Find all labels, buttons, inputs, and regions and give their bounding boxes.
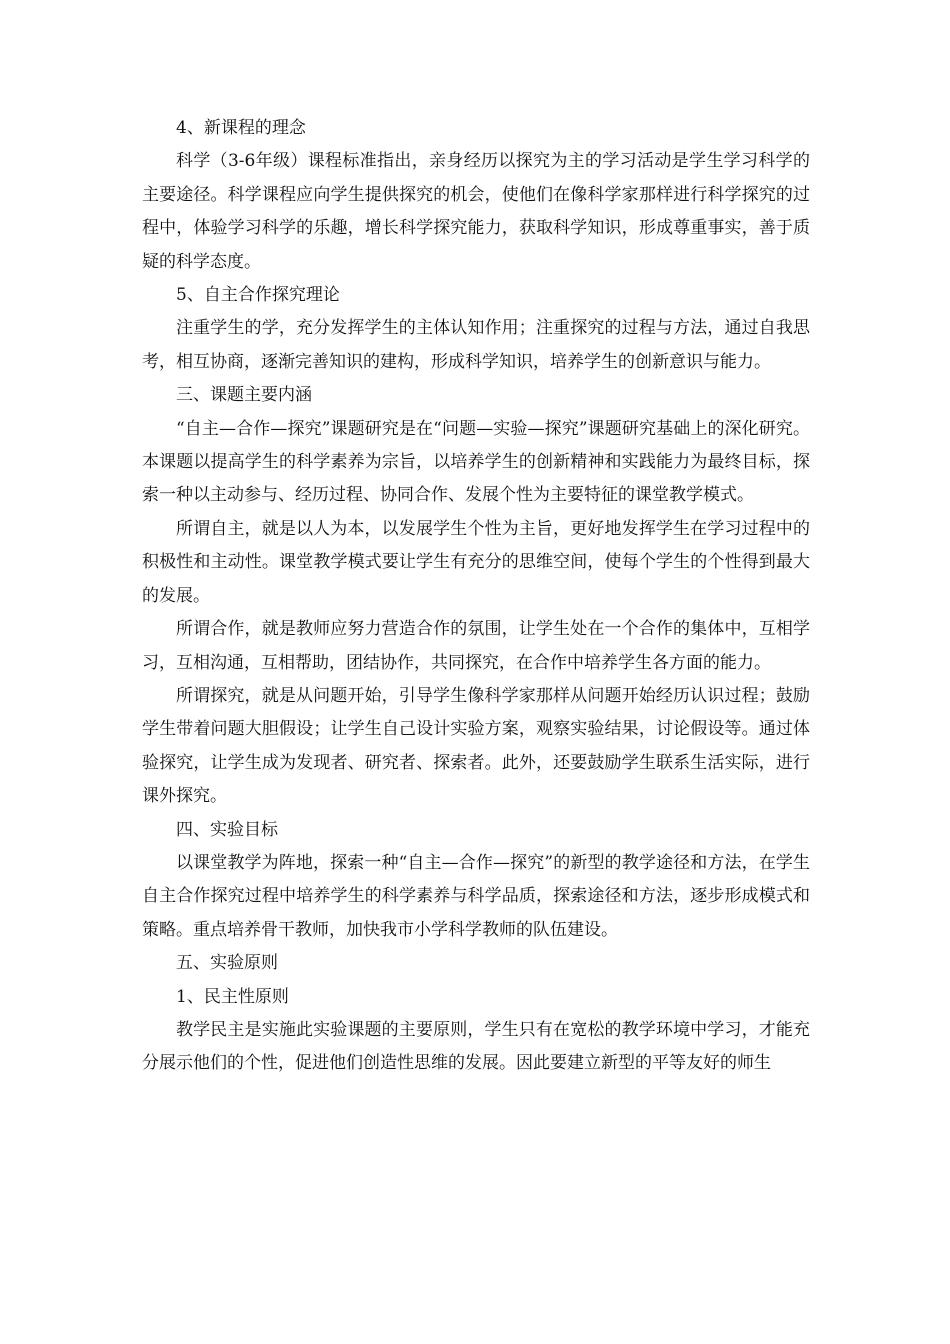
section-heading: 五、实验原则 — [176, 953, 278, 974]
paragraph: 科学（3-6年级）课程标准指出，亲身经历以探究为主的学习活动是学生学习科学的主要途径。科学课程应向学生提供探究的机会，使他们在像科学家那样进行科学探究的过程中，体验学习科学的乐趣，增长科学探究能力，获取科学知识，形成尊重事实，善于质疑的科学态度。 — [142, 151, 810, 272]
paragraph: “自主—合作—探究”课题研究是在“问题—实验—探究”课题研究基础上的深化研究。本课题以提高学生的科学素养为宗旨，以培养学生的创新精神和实践能力为最终目标，探索一种以主动参与、经历过程、协同合作、发展个性为主要特征的课堂教学模式。 — [142, 418, 810, 506]
paragraph: 注重学生的学，充分发挥学生的主体认知作用；注重探究的过程与方法，通过自我思考，相互协商，逐渐完善知识的建构，形成科学知识，培养学生的创新意识与能力。 — [142, 318, 810, 372]
section-heading: 5、自主合作探究理论 — [176, 285, 340, 306]
paragraph: 教学民主是实施此实验课题的主要原则，学生只有在宽松的教学环境中学习，才能充分展示他们的个性，促进他们创造性思维的发展。因此要建立新型的平等友好的师生 — [142, 1019, 810, 1074]
section-heading: 三、课题主要内涵 — [176, 385, 312, 406]
section-heading: 1、民主性原则 — [176, 986, 289, 1007]
paragraph: 所谓探究，就是从问题开始，引导学生像科学家那样从问题开始经历认识过程；鼓励学生带着问题大胆假设；让学生自己设计实验方案，观察实验结果，讨论假设等。通过体验探究，让学生成为发现者、研究者、探索者。此外，还要鼓励学生联系生活实际，进行课外探究。 — [142, 685, 810, 807]
section-heading: 四、实验目标 — [176, 819, 278, 840]
section-heading: 4、新课程的理念 — [176, 118, 306, 138]
paragraph: 以课堂教学为阵地，探索一种“自主—合作—探究”的新型的教学途径和方法，在学生自主合作探究过程中培养学生的科学素养与科学品质，探索途径和方法，逐步形成模式和策略。重点培养骨干教师，加快我市小学科学教师的队伍建设。 — [142, 852, 810, 940]
paragraph: 所谓自主，就是以人为本，以发展学生个性为主旨，更好地发挥学生在学习过程中的积极性和主动性。课堂教学模式要让学生有充分的思维空间，使每个学生的个性得到最大的发展。 — [142, 518, 810, 606]
document-body — [142, 112, 810, 1081]
paragraph: 所谓合作，就是教师应努力营造合作的氛围，让学生处在一个合作的集体中，互相学习，互相沟通，互相帮助，团结协作，共同探究，在合作中培养学生各方面的能力。 — [142, 619, 810, 673]
